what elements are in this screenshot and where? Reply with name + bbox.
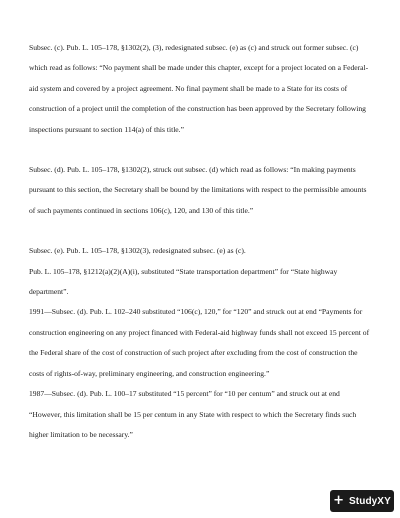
paragraph-subsec-e: Subsec. (e). Pub. L. 105–178, §1302(3), redesignated subsec. (e) as (c).	[29, 246, 246, 256]
paragraph-subsec-c: Subsec. (c). Pub. L. 105–178, §1302(2), (3), redesignated subsec. (e) as (c) and struck out former subsec. (c) which read as follows: “No payment shall be made under this chapter, except for a project located on a Federal-aid system and covered by a project agreement. No final payment shall be made to a State for its costs of construction of a project until the completion of the construction has been approved by the Secretary following inspections pursuant to section 114(a) of this title.”	[29, 43, 369, 134]
paragraph-pub-l-105-178: Pub. L. 105–178, §1212(a)(2)(A)(i), substituted “State transportation department” for “State highway department”.	[29, 266, 338, 297]
document-body	[29, 38, 374, 445]
studyxy-badge[interactable]	[330, 490, 394, 512]
plus-icon: +	[333, 493, 345, 508]
paragraph-1991-amendment: 1991—Subsec. (d). Pub. L. 102–240 substituted “106(c), 120,” for “120” and struck out at end “Payments for construction engineering on any project financed with Federal-aid highway funds shall not exceed 15 percent of the Federal share of the cost of construction of such project after excluding from the cost of construction the costs of rights-of-way, preliminary engineering, and construction engineering.”	[29, 307, 370, 378]
paragraph-1987-amendment: 1987—Subsec. (d). Pub. L. 100–17 substituted “15 percent” for “10 per centum” and struck out at end “However, this limitation shall be 15 per centum in any State with respect to which the Secretary finds such higher limitation to be necessary.”	[29, 389, 357, 439]
studyxy-brand-label: StudyXY	[349, 495, 391, 507]
paragraph-subsec-d: Subsec. (d). Pub. L. 105–178, §1302(2), struck out subsec. (d) which read as follows: “In making payments pursuant to this section, the Secretary shall be bound by the limitations with respect to the permissible amounts of such payments continued in sections 106(c), 120, and 130 of this title.”	[29, 165, 367, 215]
